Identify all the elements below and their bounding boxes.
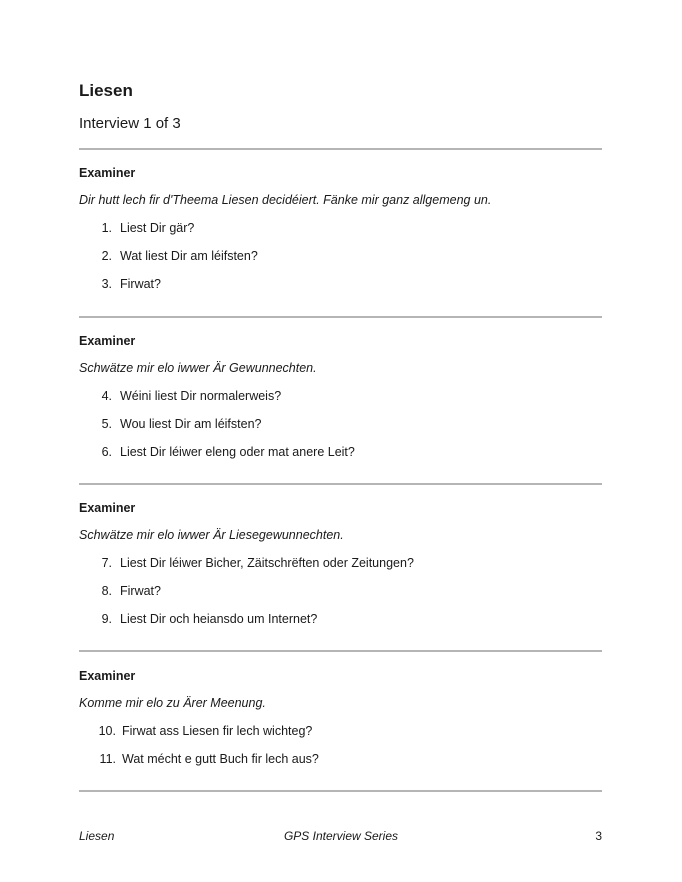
section-prompt: Komme mir elo zu Ärer Meenung. (79, 696, 266, 710)
question-number: 5. (101, 417, 112, 431)
section-divider (79, 316, 602, 318)
question-text: Firwat? (120, 277, 161, 291)
page-title: Liesen (79, 81, 133, 100)
question-number: 6. (101, 445, 112, 459)
question-item (79, 723, 602, 751)
question-text: Firwat ass Liesen fir lech wichteg? (122, 724, 313, 738)
question-item (79, 276, 602, 304)
question-item (79, 583, 602, 611)
section-divider (79, 790, 602, 792)
question-text: Wéini liest Dir normalerweis? (120, 389, 282, 403)
speaker-label: Examiner (79, 669, 136, 683)
page-number: 3 (595, 829, 602, 843)
section-prompt: Schwätze mir elo iwwer Är Liesegewunnechten. (79, 528, 344, 542)
question-item (79, 751, 602, 779)
question-item (79, 611, 602, 639)
question-text: Firwat? (120, 584, 161, 598)
speaker-label: Examiner (79, 334, 136, 348)
question-text: Liest Dir léiwer Bicher, Zäitschrëften oder Zeitungen? (120, 556, 414, 570)
question-item (79, 416, 602, 444)
section-prompt: Schwätze mir elo iwwer Är Gewunnechten. (79, 361, 317, 375)
question-item (79, 220, 602, 248)
section-divider (79, 483, 602, 485)
question-item (79, 555, 602, 583)
question-section (79, 332, 602, 472)
speaker-label: Examiner (79, 501, 136, 515)
question-text: Wou liest Dir am léifsten? (120, 417, 262, 431)
page-subtitle: Interview 1 of 3 (79, 115, 181, 132)
footer-section-title: Liesen (79, 829, 115, 843)
section-divider (79, 650, 602, 652)
section-divider (79, 148, 602, 150)
footer-series-title: GPS Interview Series (283, 829, 399, 843)
question-number: 7. (101, 556, 112, 570)
section-prompt: Dir hutt lech fir d'Theema Liesen decidéiert. Fänke mir ganz allgemeng un. (79, 193, 492, 207)
question-text: Liest Dir léiwer eleng oder mat anere Leit? (120, 445, 355, 459)
question-section (79, 499, 602, 639)
question-section (79, 667, 602, 779)
question-number: 10. (98, 724, 116, 738)
question-text: Liest Dir gär? (120, 221, 195, 235)
question-number: 1. (101, 221, 112, 235)
question-number: 3. (101, 277, 112, 291)
question-number: 4. (101, 389, 112, 403)
question-item (79, 248, 602, 276)
question-section (79, 164, 602, 304)
question-text: Wat liest Dir am léifsten? (120, 249, 258, 263)
question-number: 11. (99, 752, 116, 766)
question-item (79, 388, 602, 416)
question-number: 9. (101, 612, 112, 626)
speaker-label: Examiner (79, 166, 136, 180)
question-number: 2. (101, 249, 112, 263)
question-text: Liest Dir och heiansdo um Internet? (120, 612, 318, 626)
question-text: Wat mécht e gutt Buch fir lech aus? (122, 752, 319, 766)
question-item (79, 444, 602, 472)
question-number: 8. (101, 584, 112, 598)
